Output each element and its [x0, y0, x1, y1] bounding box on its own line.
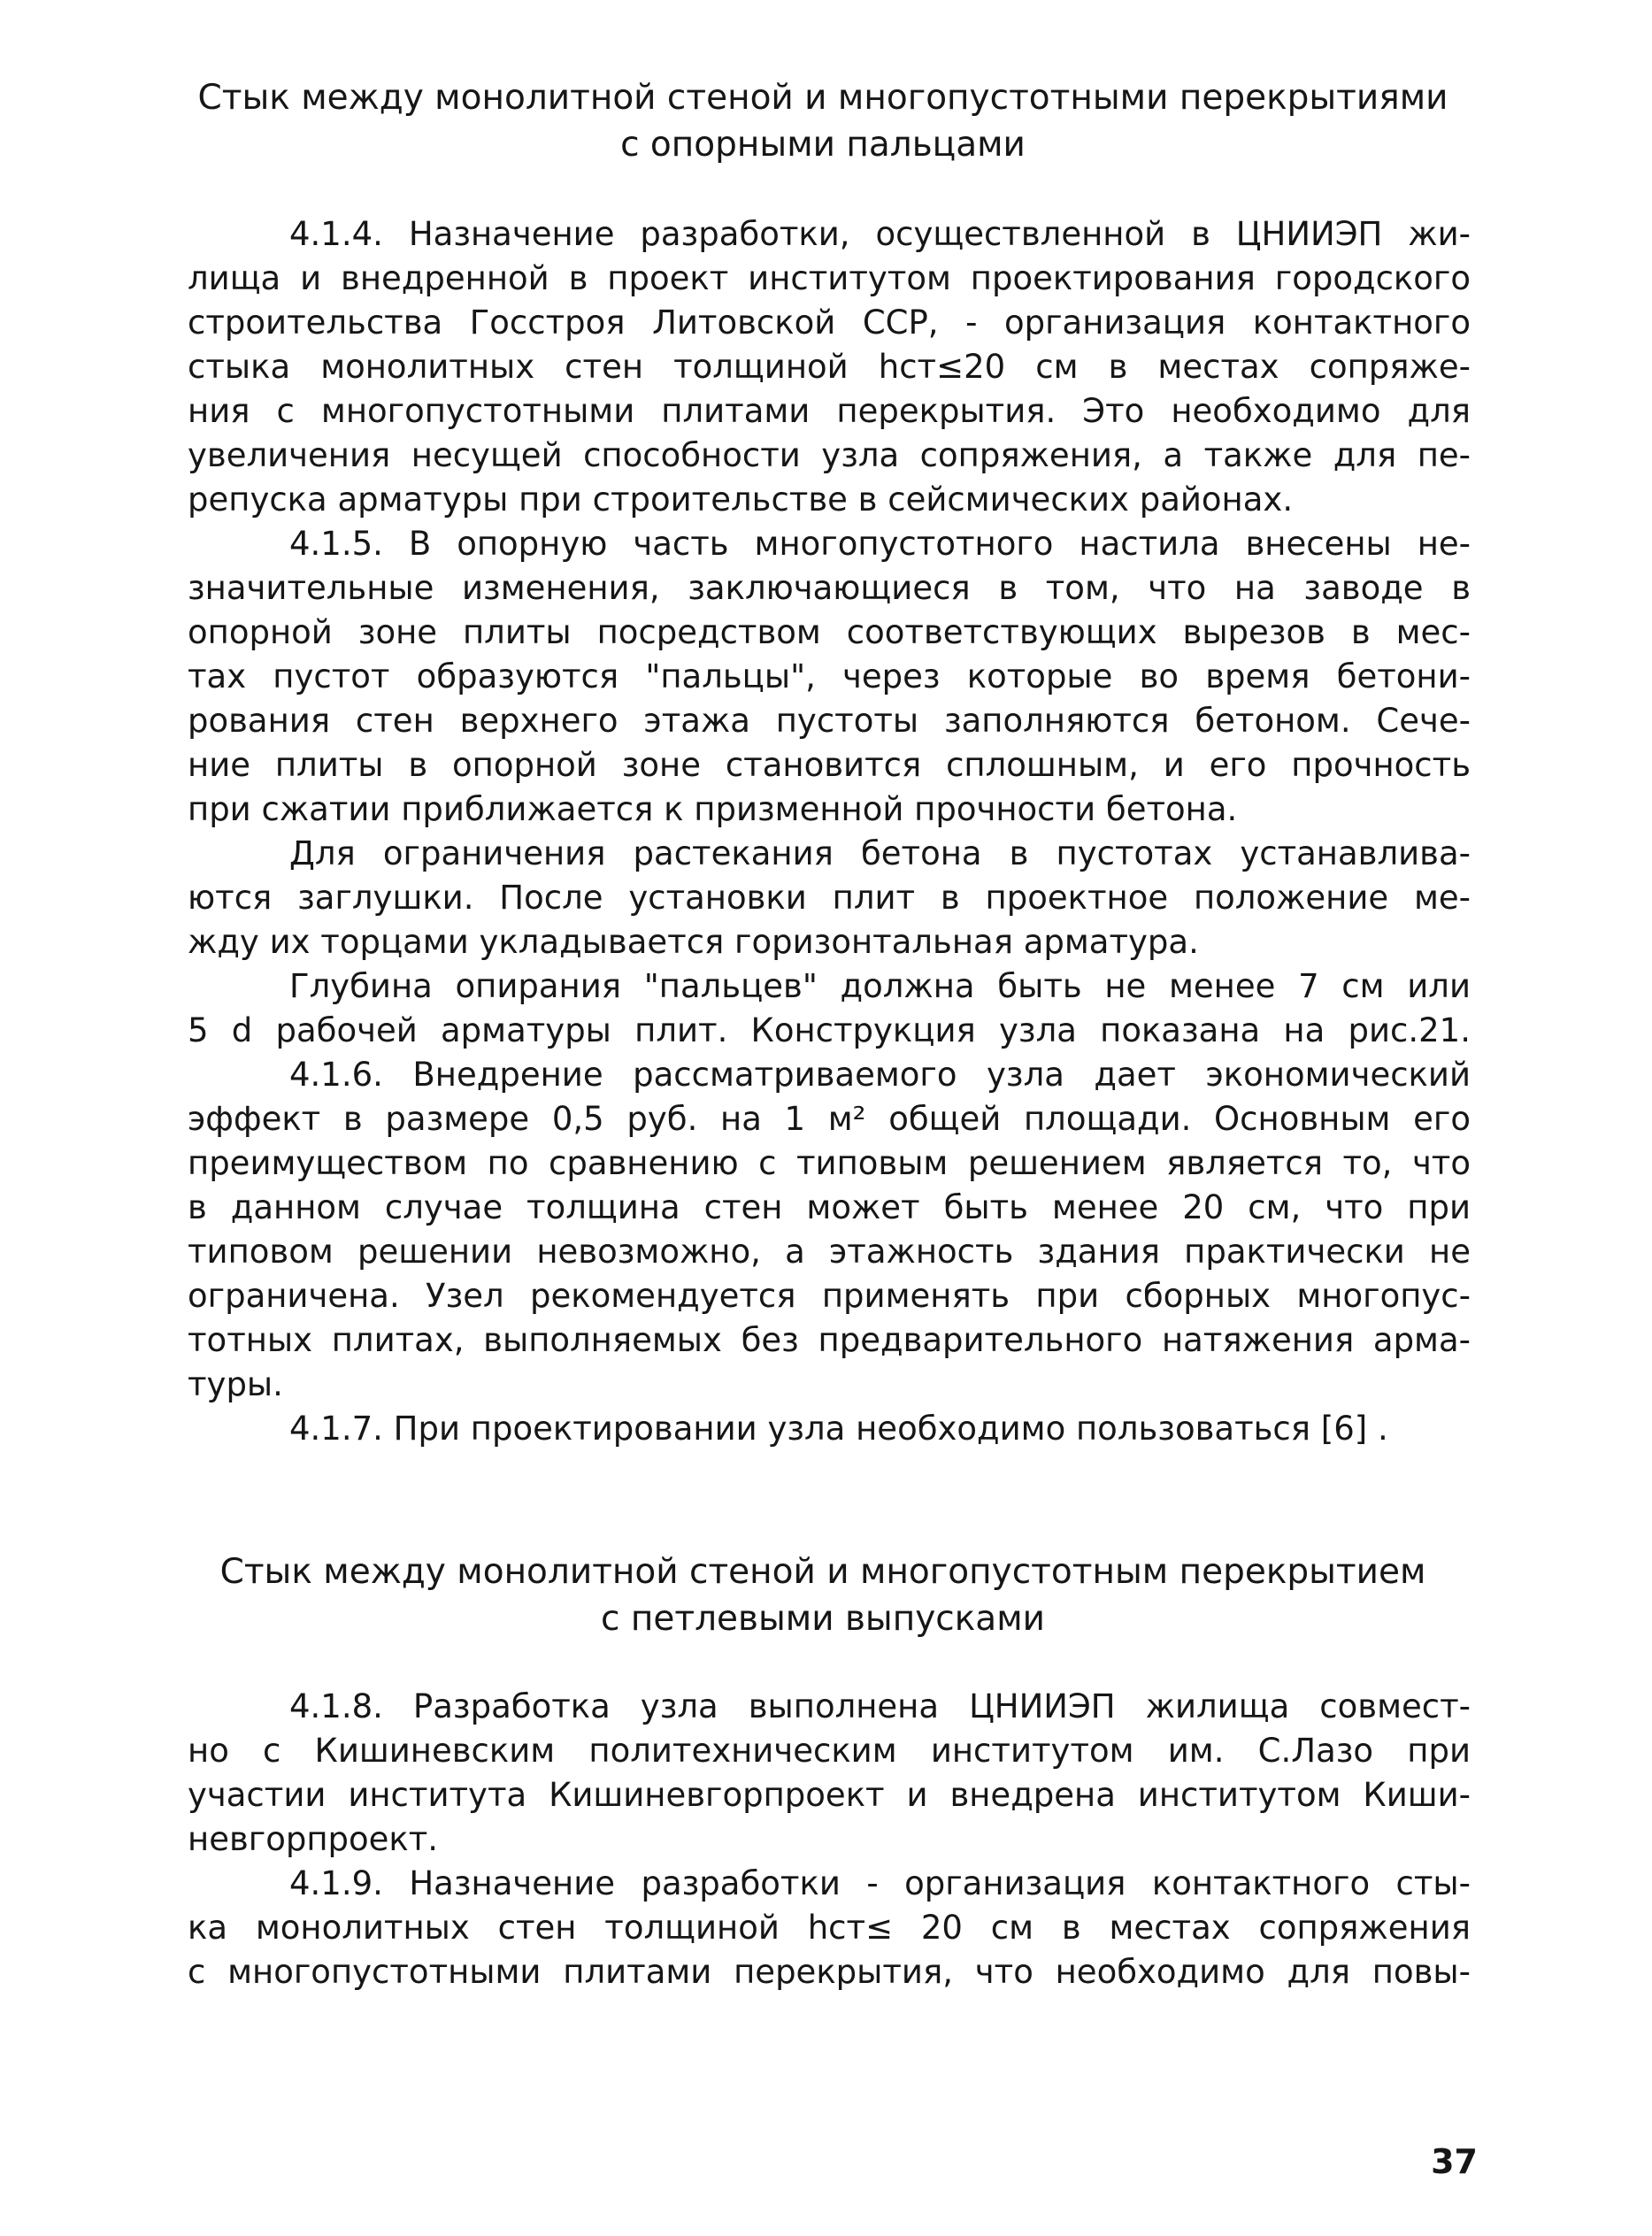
heading-2-line-1: Стык между монолитной стеной и многопустотным перекрытием — [219, 1552, 1426, 1592]
text-line: ограничена. Узел рекомендуется применять при сборных многопус- — [188, 1277, 1471, 1315]
text-line: опорной зоне плиты посредством соответствующих вырезов в мес- — [188, 613, 1471, 651]
text-line: эффект в размере 0,5 руб. на 1 м² общей площади. Основным его — [188, 1100, 1471, 1138]
text-line: увеличения несущей способности узла сопряжения, а также для пе- — [188, 436, 1471, 474]
text-line: 4.1.4. Назначение разработки, осуществленной в ЦНИИЭП жи- — [289, 215, 1471, 253]
text-line: туры. — [188, 1365, 283, 1403]
text-line: репуска арматуры при строительстве в сейсмических районах. — [188, 480, 1294, 519]
text-line: лища и внедренной в проект институтом проектирования городского — [188, 259, 1471, 297]
text-line: ются заглушки. После установки плит в проектное положение ме- — [188, 879, 1471, 917]
text-line: тотных плитах, выполняемых без предварительного натяжения арма- — [188, 1321, 1471, 1359]
text-line: с многопустотными плитами перекрытия, что необходимо для повы- — [188, 1953, 1471, 1991]
text-line: тах пустот образуются "пальцы", через которые во время бетони- — [188, 657, 1471, 695]
text-line: значительные изменения, заключающиеся в том, что на заводе в — [188, 569, 1471, 607]
text-line: 4.1.8. Разработка узла выполнена ЦНИИЭП жилища совмест- — [289, 1687, 1471, 1725]
text-line: в данном случае толщина стен может быть менее 20 см, что при — [188, 1188, 1471, 1226]
text-line: ка монолитных стен толщиной hст≤ 20 см в местах сопряжения — [188, 1909, 1471, 1947]
page-number: 37 — [1431, 2142, 1478, 2181]
heading-1-line-1: Стык между монолитной стеной и многопустотными перекрытиями — [197, 78, 1448, 118]
text-line: ние плиты в опорной зоне становится сплошным, и его прочность — [188, 746, 1471, 784]
text-line: 4.1.9. Назначение разработки - организация контактного сты- — [289, 1864, 1471, 1902]
text-line: 4.1.7. При проектировании узла необходимо пользоваться [6] . — [289, 1410, 1388, 1448]
section-heading-2 — [159, 1548, 1487, 1642]
text-line: но с Кишиневским политехническим институтом им. С.Лазо при — [188, 1732, 1471, 1770]
text-line: Глубина опирания "пальцев" должна быть не менее 7 см или — [289, 967, 1471, 1005]
text-line: стыка монолитных стен толщиной hст≤20 см в местах сопряже- — [188, 348, 1471, 386]
heading-2-line-2: с петлевыми выпусками — [601, 1599, 1045, 1639]
text-line: участии института Кишиневгорпроект и внедрена институтом Киши- — [188, 1776, 1471, 1814]
text-line: невгорпроект. — [188, 1820, 439, 1858]
text-line: 5 d рабочей арматуры плит. Конструкция узла показана на рис.21. — [188, 1011, 1471, 1049]
text-line: Для ограничения растекания бетона в пустотах устанавлива- — [289, 834, 1471, 872]
text-line: ния с многопустотными плитами перекрытия. Это необходимо для — [188, 392, 1471, 430]
section-heading-1 — [159, 74, 1487, 168]
text-line: 4.1.5. В опорную часть многопустотного настила внесены не- — [289, 525, 1471, 563]
text-line: типовом решении невозможно, а этажность здания практически не — [188, 1233, 1471, 1271]
text-line: жду их торцами укладывается горизонтальная арматура. — [188, 923, 1199, 961]
text-line: преимуществом по сравнению с типовым решением является то, что — [188, 1144, 1471, 1182]
text-line: 4.1.6. Внедрение рассматриваемого узла дает экономический — [289, 1056, 1471, 1094]
heading-1-line-2: с опорными пальцами — [620, 125, 1026, 165]
text-line: рования стен верхнего этажа пустоты заполняются бетоном. Сече- — [188, 702, 1471, 740]
text-line: строительства Госстроя Литовской ССР, - организация контактного — [188, 304, 1471, 342]
text-line: при сжатии приближается к призменной прочности бетона. — [188, 790, 1238, 828]
